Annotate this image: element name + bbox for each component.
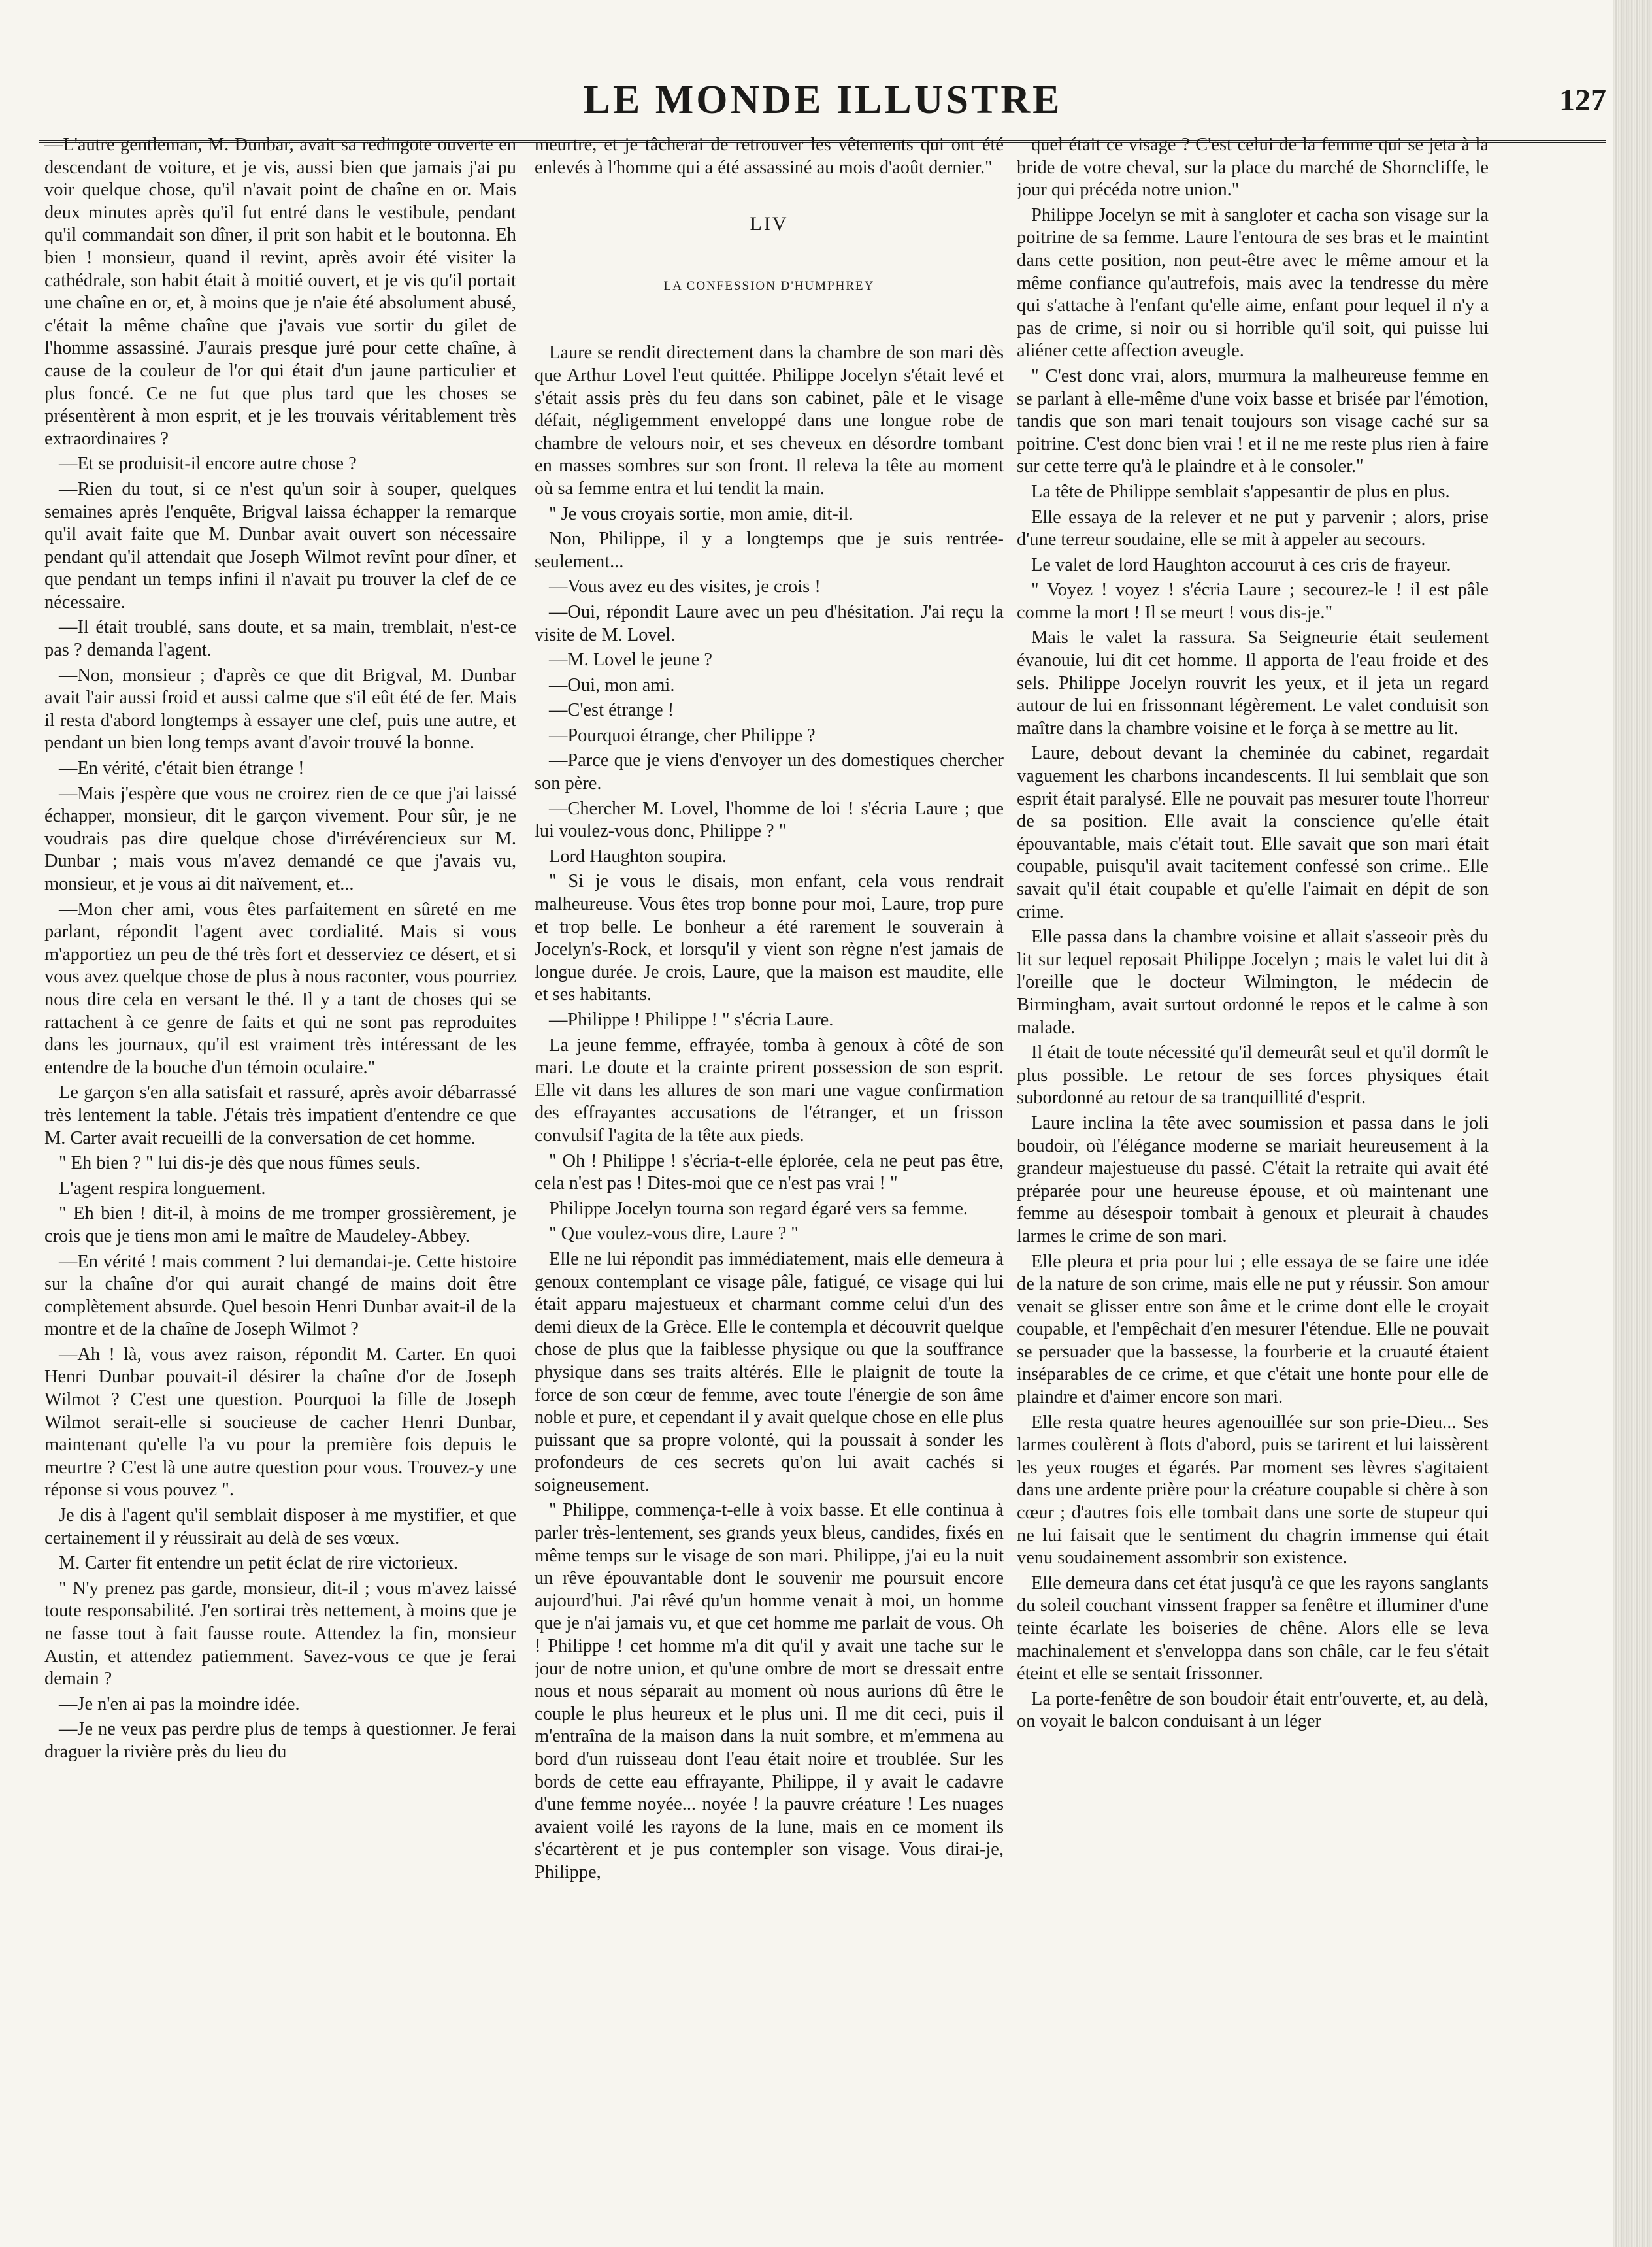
paragraph: —Oui, répondit Laure avec un peu d'hésitation. J'ai reçu la visite de M. Lovel.	[535, 601, 1004, 645]
paragraph: La porte-fenêtre de son boudoir était entr'ouverte, et, au delà, on voyait le balcon conduisant à un léger	[1017, 1688, 1489, 1732]
paragraph: " Voyez ! voyez ! s'écria Laure ; secourez-le ! il est pâle comme la mort ! Il se meurt ! vous dis-je."	[1017, 580, 1489, 623]
paragraph: —Parce que je viens d'envoyer un des domestiques chercher son père.	[535, 750, 1004, 794]
paragraph: —Je ne veux pas perdre plus de temps à questionner. Je ferai draguer la rivière près du lieu du	[44, 1719, 516, 1762]
paragraph: Philippe Jocelyn se mit à sangloter et cacha son visage sur la poitrine de sa femme. Laure l'entoura de ses bras et le maintint dans cette position, non peut-être avec le même amour et la même confiance qu'autrefois, mais avec la tendresse du mère qui s'attache à l'enfant qu'elle aime, enfant pour lequel il n'y a pas de crime, si noir ou si horrible qu'il soit, qui puisse lui aliéner cette affection aveugle.	[1017, 205, 1489, 361]
paragraph: Philippe Jocelyn tourna son regard égaré vers sa femme.	[549, 1198, 968, 1219]
paragraph: " Philippe, commença-t-elle à voix basse. Et elle continua à parler très-lentement, ses grands yeux bleus, candides, fixés en même temps sur le visage de son mari. Philippe, j'ai eu la nuit un rêve épouvantable dont le souvenir me poursuit encore aujourd'hui. J'ai rêvé qu'un homme venait à moi, un homme que je n'ai jamais vu, et que cet homme me parlait de vous. Oh ! Philippe ! cet homme m'a dit qu'il y avait une tache sur le jour de notre union, et qu'une ombre de mort se dressait entre nous et nous séparait au moment où nous aurions dû être le couple le plus heureux et le plus uni. Il me dit ceci, puis il m'entraîna de la maison dans la nuit sombre, et m'emmena au bord d'un ruisseau dont l'eau était noire et troublée. Sur les bords de cette eau effrayante, Philippe, il y avait le cadavre d'une femme noyée... noyée ! la pauvre créature ! Les nuages avaient voilé les rayons de la lune, mais en ce moment ils s'écartèrent et je pus contempler son visage. Vous dirai-je, Philippe,	[535, 1500, 1004, 1882]
chapter-number: LIV	[750, 213, 789, 235]
paragraph: " Eh bien ? " lui dis-je dès que nous fûmes seuls.	[59, 1153, 421, 1174]
paragraph: " N'y prenez pas garde, monsieur, dit-il ; vous m'avez laissé toute responsabilité. J'en sortirai très nettement, à moins que je ne fasse tout à fait fausse route. Attendez la fin, monsieur Austin, et attendez patiemment. Savez-vous ce que je ferai demain ?	[44, 1578, 516, 1689]
paragraph: " Eh bien ! dit-il, à moins de me tromper grossièrement, je crois que je tiens mon ami le maître de Maudeley-Abbey.	[44, 1203, 516, 1246]
paragraph: Laure inclina la tête avec soumission et passa dans le joli boudoir, où l'élégance moderne se mariait heureusement à la grandeur majestueuse du passé. C'était la retraite qui avait été préparée pour une heureuse épouse, et où maintenant une femme au désespoir tombait à genoux et pleurait à chaudes larmes le crime de son mari.	[1017, 1112, 1489, 1246]
paragraph: Elle ne lui répondit pas immédiatement, mais elle demeura à genoux contemplant ce visage pâle, fatigué, ce visage qui lui était apparu majestueux et charmant comme celui d'un des demi dieux de la Grèce. Elle le contempla et découvrit quelque chose de plus que la faiblesse physique ou que la souffrance physique dans ses traits altérés. Elle le plaignit de toute la force de son cœur de femme, avec toute l'énergie de son âme noble et pure, et cependant il y avait quelque chose en elle plus puissant que sa propre volonté, qui la poussait à sonder les profondeurs de ces secrets qu'on lui avait cachés si soigneusement.	[535, 1248, 1004, 1495]
paragraph: —Ah ! là, vous avez raison, répondit M. Carter. En quoi Henri Dunbar pouvait-il désirer la chaîne d'or de Joseph Wilmot ? C'est une question. Pourquoi la fille de Joseph Wilmot serait-elle si soucieuse de cacher Henri Dunbar, maintenant qu'elle l'a vu pour la première fois depuis le meurtre ? C'est là une autre question pour vous. Trouvez-y une réponse si vous pouvez ".	[44, 1344, 516, 1501]
paragraph: Non, Philippe, il y a longtemps que je suis rentrée-seulement...	[535, 529, 1004, 572]
paragraph: —Pourquoi étrange, cher Philippe ?	[549, 725, 816, 746]
chapter-title: LA CONFESSION D'HUMPHREY	[663, 278, 875, 293]
paragraph: " Oh ! Philippe ! s'écria-t-elle éplorée, cela ne peut pas être, cela n'est pas ! Dites-moi que ce n'est pas vrai ! "	[535, 1150, 1004, 1194]
paragraph: Le valet de lord Haughton accourut à ces cris de frayeur.	[1031, 554, 1451, 575]
paragraph: —M. Lovel le jeune ?	[549, 650, 712, 671]
masthead-title: LE MONDE ILLUSTRE	[583, 78, 1063, 122]
paragraph: L'agent respira longuement.	[59, 1178, 266, 1199]
paragraph: Elle essaya de la relever et ne put y parvenir ; alors, prise d'une terreur soudaine, elle se mit à appeler au secours.	[1017, 507, 1489, 550]
paragraph: La tête de Philippe semblait s'appesantir de plus en plus.	[1031, 481, 1450, 502]
paragraph: Elle demeura dans cet état jusqu'à ce que les rayons sanglants du soleil couchant vinssent frapper sa fenêtre et illuminer d'une teinte écarlate les boiseries de chêne. Alors elle se leva machinalement et s'enveloppa dans son châle, car le feu s'était éteint et elle se sentait frissonner.	[1017, 1573, 1489, 1684]
paragraph: —En vérité, c'était bien étrange !	[59, 758, 305, 779]
paragraph: Lord Haughton soupira.	[549, 846, 727, 867]
paragraph: —Mais j'espère que vous ne croirez rien de ce que j'ai laissé échapper, monsieur, dit le garçon vivement. Pour sûr, je ne voudrais pas dire quelque chose d'irrévérencieux sur M. Dunbar ; mais vous m'avez demandé ce que j'avais vu, monsieur, et je vous ai dit naïvement, et...	[44, 783, 516, 894]
paragraph: —Mon cher ami, vous êtes parfaitement en sûreté en me parlant, répondit l'agent avec cordialité. Mais si vous m'apportiez un peu de thé très fort et desserviez ce désert, et si vous avez quelque chose de plus à nous raconter, vous pourriez nous dire cela en versant le thé. Il y a tant de choses qui se rattachent à ce genre de faits et qui ne sont pas reproduites dans les journaux, qu'il est vraiment très intéressant de les entendre de la bouche d'un témoin oculaire."	[44, 899, 516, 1078]
paragraph: Il était de toute nécessité qu'il demeurât seul et qu'il dormît le plus possible. Le retour de ses forces physiques était subordonné au retour de sa tranquillité d'esprit.	[1017, 1042, 1489, 1108]
paragraph: " Si je vous le disais, mon enfant, cela vous rendrait malheureuse. Vous êtes trop bonne pour moi, Laure, trop pure et trop belle. Le bonheur a été rarement le souverain à Jocelyn's-Rock, et lorsqu'il y vient son règne n'est jamais de longue durée. Je crois, Laure, que la maison est maudite, elle et ses habitants.	[535, 871, 1004, 1005]
paragraph: —C'est étrange !	[549, 700, 674, 721]
paragraph: —En vérité ! mais comment ? lui demandai-je. Cette histoire sur la chaîne d'or qui aurait changé de mains doit être complètement absurde. Quel besoin Henri Dunbar avait-il de la montre et de la chaîne de Joseph Wilmot ?	[44, 1251, 516, 1340]
paragraph: Je dis à l'agent qu'il semblait disposer à me mystifier, et que certainement il y réussirait au delà de ses vœux.	[44, 1505, 516, 1548]
column-2-body	[535, 342, 1004, 1884]
paragraph: " Je vous croyais sortie, mon amie, dit-il.	[549, 503, 853, 524]
paragraph: —Rien du tout, si ce n'est qu'un soir à souper, quelques semaines après l'enquête, Brigval laissa échapper la remarque qu'il avait faite que M. Dunbar avait ouvert son nécessaire pendant qu'il attendait que Joseph Wilmot revînt pour dîner, et que pendant un temps infini il n'avait pu trouver la clef de ce nécessaire.	[44, 478, 516, 612]
column-3	[1017, 134, 1489, 2212]
column-2	[535, 134, 1004, 2212]
paragraph: —Oui, mon ami.	[549, 674, 675, 695]
paragraph: Le garçon s'en alla satisfait et rassuré, après avoir débarrassé très lentement la table. J'étais très impatient d'entendre ce que M. Carter avait recueilli de la conversation de cet homme.	[44, 1082, 516, 1148]
paragraph: —Philippe ! Philippe ! " s'écria Laure.	[549, 1010, 834, 1030]
column-1	[44, 134, 516, 2212]
paragraph: —Chercher M. Lovel, l'homme de loi ! s'écria Laure ; que lui voulez-vous donc, Philippe ? "	[535, 798, 1004, 842]
paragraph: M. Carter fit entendre un petit éclat de rire victorieux.	[59, 1553, 458, 1574]
paragraph: —Il était troublé, sans doute, et sa main, tremblait, n'est-ce pas ? demanda l'agent.	[44, 617, 516, 661]
paragraph: —Et se produisit-il encore autre chose ?	[59, 454, 357, 474]
paragraph: —Je n'en ai pas la moindre idée.	[59, 1693, 300, 1714]
paragraph: La jeune femme, effrayée, tomba à genoux à côté de son mari. Le doute et la crainte prirent possession de son esprit. Elle vit dans les allures de son mari une vague confirmation des effrayantes accusations de l'étranger, et un frisson convulsif l'agita de la tête aux pieds.	[535, 1035, 1004, 1146]
page-number: 127	[1559, 83, 1606, 118]
paragraph: Elle passa dans la chambre voisine et allait s'asseoir près du lit sur lequel reposait Philippe Jocelyn ; mais le valet lui dit à l'oreille que le docteur Wilmington, le médecin de Birmingham, avait surtout ordonné le repos et le calme à son malade.	[1017, 927, 1489, 1038]
paragraph: Laure, debout devant la cheminée du cabinet, regardait vaguement les charbons incandescents. Il lui semblait que son esprit était paralysé. Elle ne pouvait pas mesurer toute l'horreur de sa position. Elle avait la conscience qu'elle était épouvantable, mais c'était tout. Elle savait que son mari était coupable, puisqu'il avait tacitement confessé son crime.. Elle savait qu'il était coupable et qu'elle l'aimait en dépit de son crime.	[1017, 743, 1489, 922]
paragraph: meurtre, et je tâcherai de retrouver les vêtements qui ont été enlevés à l'homme qui a été assassiné au mois d'août dernier."	[535, 135, 1004, 178]
paragraph: —L'autre gentleman, M. Dunbar, avait sa redingote ouverte en descendant de voiture, et je vis, aussi bien que jamais j'ai pu voir quelque chose, qu'il n'avait point de chaîne en or. Mais deux minutes après qu'il fut entré dans le vestibule, pendant qu'il commandait son dîner, il prit son habit et le boutonna. Eh bien ! monsieur, quand il revint, après avoir été visiter la cathédrale, son habit était à moitié ouvert, et je vis qu'il portait une chaîne en or, et, à moins que je n'aie été absolument abusé, c'était la même chaîne que j'avais vue sortir du gilet de l'homme assassiné. J'aurais presque juré pour cette chaîne, à cause de la couleur de l'or qui était d'un jaune particulier et plus foncé. Ce ne fut que plus tard que les choses se présentèrent à mon esprit, et je les trouvais véritablement très extraordinaires ?	[44, 135, 516, 449]
paragraph: —Non, monsieur ; d'après ce que dit Brigval, M. Dunbar avait l'air aussi froid et aussi calme que s'il eût été de fer. Mais il resta d'abord longtemps à essayer une clef, puis une autre, et pendant un bien long temps avant d'avoir trouvé la bonne.	[44, 665, 516, 754]
paragraph: —Vous avez eu des visites, je crois !	[549, 576, 821, 597]
paragraph: " Que voulez-vous dire, Laure ? "	[549, 1223, 799, 1244]
paragraph: quel était ce visage ? C'est celui de la femme qui se jeta à la bride de votre cheval, sur la place du marché de Shorncliffe, le jour qui précéda notre union."	[1017, 135, 1489, 201]
paragraph: " C'est donc vrai, alors, murmura la malheureuse femme en se parlant à elle-même d'une voix basse et brisée par l'émotion, tandis que son mari tenait toujours son visage caché sur sa poitrine. C'est donc bien vrai ! et il ne me reste plus rien à faire sur cette terre qu'à le plaindre et à le consoler."	[1017, 365, 1489, 477]
binding-edge	[1613, 0, 1652, 2247]
paragraph: Mais le valet la rassura. Sa Seigneurie était seulement évanouie, lui dit cet homme. Il apporta de l'eau froide et des sels. Philippe Jocelyn rouvrit les yeux, et il jeta un regard autour de lui en frissonnant légèrement. Le valet conduisit son maître dans la chambre voisine et le força à se mettre au lit.	[1017, 627, 1489, 739]
paragraph: Laure se rendit directement dans la chambre de son mari dès que Arthur Lovel l'eut quittée. Philippe Jocelyn s'était levé et s'était assis près du feu dans son cabinet, pâle et le visage défait, négligemment enveloppé dans une longue robe de chambre de velours noir, et ses cheveux en désordre tombant en masses sombres sur son front. Il releva la tête au moment où sa femme entra et lui tendit la main.	[535, 342, 1004, 499]
page-header	[39, 77, 1606, 143]
paragraph: Elle resta quatre heures agenouillée sur son prie-Dieu... Ses larmes coulèrent à flots d'abord, puis se tarirent et lui laissèrent les yeux rouges et égarés. Par moment ses lèvres s'agitaient dans une ardente prière pour la créature coupable si chère à son cœur ; d'autres fois elle tombait dans une sorte de stupeur qui ne lui faisait que le sentiment du chagrin immense qui était venu soudainement assombrir son existence.	[1017, 1412, 1489, 1569]
paragraph: Elle pleura et pria pour lui ; elle essaya de se faire une idée de la nature de son crime, mais elle ne put y réussir. Son amour venait se glisser entre son âme et le crime dont elle le croyait coupable, et l'empêchait d'en mesurer l'étendue. Elle ne pouvait se persuader que la bassesse, la fourberie et la cruauté étaient inséparables de ce crime, et que c'était une honte pour elle de plaindre et d'aimer encore son mari.	[1017, 1251, 1489, 1408]
